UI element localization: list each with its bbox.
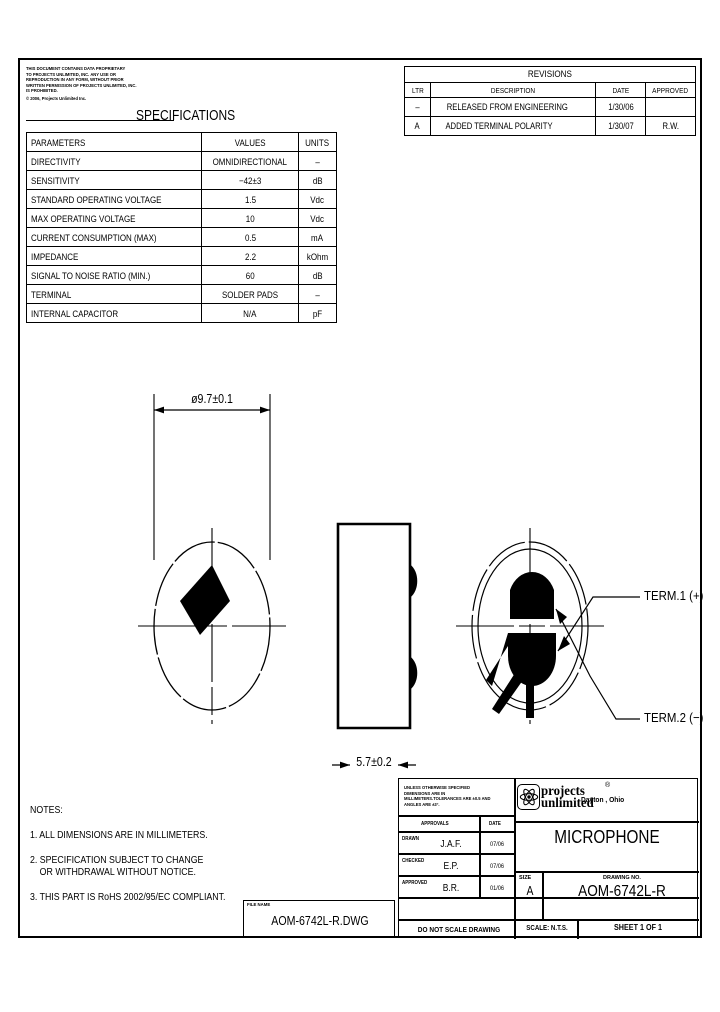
header-date: DATE — [596, 83, 646, 98]
table-row — [27, 190, 337, 209]
table-row — [405, 98, 696, 117]
file-name-value: AOM-6742L-R.DWG — [271, 914, 369, 928]
spec-value: 10 — [202, 209, 299, 228]
tb-divider — [399, 875, 514, 877]
header-values: VALUES — [202, 133, 299, 152]
spec-value: SOLDER PADS — [202, 285, 299, 304]
tolerance-line: DIMENSIONS ARE IN — [404, 790, 446, 796]
header-parameters: PARAMETERS — [27, 133, 202, 152]
tb-divider — [479, 815, 481, 897]
header-approved: APPROVED — [646, 83, 696, 98]
side-view-outline — [338, 524, 410, 728]
spec-units: pF — [298, 304, 336, 323]
table-row — [27, 285, 337, 304]
terminal-1-pad — [510, 572, 554, 619]
rev-ltr: – — [405, 98, 431, 117]
spec-parameter: SIGNAL TO NOISE RATIO (MIN.) — [27, 266, 202, 285]
spec-value: 60 — [202, 266, 299, 285]
approvals-column-label: APPROVALS — [421, 821, 449, 827]
approval-date-checked: 07/06 — [489, 863, 505, 870]
approval-initials-checked: E.P. — [443, 861, 459, 872]
notice-line: THIS DOCUMENT CONTAINS DATA PROPRIETARY — [26, 66, 126, 71]
spec-parameter: CURRENT CONSUMPTION (MAX) — [27, 228, 202, 247]
tb-divider — [399, 831, 514, 833]
rev-date: 1/30/07 — [596, 117, 646, 136]
registered-trademark-icon: ® — [605, 782, 611, 789]
specifications-heading: SPECIFICATIONS — [136, 107, 236, 124]
drawing-sheet-frame — [18, 58, 702, 938]
tb-divider — [514, 821, 699, 823]
notice-line: TO PROJECTS UNLIMITED, INC. ANY USE OR — [26, 71, 116, 77]
table-row — [405, 117, 696, 136]
rev-date: 1/30/06 — [596, 98, 646, 117]
table-row — [27, 209, 337, 228]
table-row — [27, 228, 337, 247]
spec-value: N/A — [202, 304, 299, 323]
revisions-table — [404, 66, 696, 136]
spec-units: Vdc — [298, 190, 336, 209]
solder-pad-profile — [410, 657, 417, 689]
spec-units: Vdc — [298, 209, 336, 228]
spec-value: −42±3 — [202, 171, 299, 190]
terminal-2-leg — [492, 673, 523, 714]
terminal-2-leader — [556, 609, 640, 719]
sound-port-shape — [180, 565, 230, 635]
atom-logo-icon — [517, 784, 540, 810]
table-row — [27, 171, 337, 190]
company-name-line2: unlimited — [541, 795, 594, 810]
notes-block — [30, 805, 252, 904]
leader-arrow — [558, 636, 570, 651]
tb-divider — [399, 919, 699, 921]
rev-description: RELEASED FROM ENGINEERING — [430, 98, 596, 117]
approvals-date-label: DATE — [489, 821, 501, 827]
rev-description: ADDED TERMINAL POLARITY — [430, 117, 596, 136]
proprietary-notice — [26, 66, 236, 102]
scale-value: SCALE: N.T.S. — [526, 925, 568, 932]
spec-value: 2.2 — [202, 247, 299, 266]
terminal-2-leg — [526, 668, 534, 718]
diameter-dimension-text: ø9.7±0.1 — [191, 392, 233, 406]
terminal-1-leader — [558, 597, 640, 651]
specifications-table — [26, 132, 337, 323]
spec-parameter: INTERNAL CAPACITOR — [27, 304, 202, 323]
tb-divider — [514, 779, 516, 939]
spec-units: – — [298, 285, 336, 304]
spec-parameter: IMPEDANCE — [27, 247, 202, 266]
note-item: 3. THIS PART IS RoHS 2002/95/EC COMPLIANT. — [30, 892, 226, 903]
terminal-1-label: TERM.1 (+) — [644, 588, 704, 603]
spec-parameter: STANDARD OPERATING VOLTAGE — [27, 190, 202, 209]
approval-initials-drawn: J.A.F. — [440, 839, 462, 850]
spec-parameter: SENSITIVITY — [27, 171, 202, 190]
header-ltr: LTR — [405, 83, 431, 98]
terminal-2-pad — [508, 633, 556, 686]
page-title: MICROPHONE — [554, 827, 660, 847]
table-header-row — [27, 133, 337, 152]
approval-date-approved: 01/06 — [489, 885, 505, 892]
size-value: A — [526, 883, 534, 898]
table-row — [27, 304, 337, 323]
table-row — [27, 247, 337, 266]
notice-line: WRITTEN PERMISSION OF PROJECTS UNLIMITED, INC. — [26, 82, 137, 88]
approval-role-approved: APPROVED — [402, 880, 428, 886]
company-name-line1: projects — [541, 783, 585, 798]
tb-divider — [577, 919, 579, 939]
revisions-title-row — [405, 67, 696, 83]
note-item: 1. ALL DIMENSIONS ARE IN MILLIMETERS. — [30, 830, 208, 841]
tolerance-line: MILLIMETERS.TOLERANCES ARE ±0.5 AND — [404, 796, 491, 802]
tb-divider — [399, 853, 514, 855]
rev-approved: R.W. — [646, 117, 696, 136]
note-item: 2. SPECIFICATION SUBJECT TO CHANGE — [30, 855, 204, 866]
sheet-number: SHEET 1 OF 1 — [613, 923, 663, 932]
notice-copyright: © 2006, Projects Unlimited Inc. — [26, 95, 87, 101]
spec-units: kOhm — [298, 247, 336, 266]
company-city: Dayton , Ohio — [581, 795, 625, 804]
header-units: UNITS — [298, 133, 336, 152]
size-label: SIZE — [519, 875, 532, 881]
approval-initials-approved: B.R. — [442, 883, 460, 894]
spec-value: 1.5 — [202, 190, 299, 209]
rev-approved — [646, 98, 696, 117]
tolerance-line: UNLESS OTHERWISE SPECIFIED — [404, 785, 470, 790]
approval-role-checked: CHECKED — [402, 858, 425, 864]
rear-view-outer-outline — [472, 542, 588, 710]
spec-units: mA — [298, 228, 336, 247]
notes-heading: NOTES: — [30, 805, 63, 816]
header-description: DESCRIPTION — [430, 83, 596, 98]
spec-value: OMNIDIRECTIONAL — [202, 152, 299, 171]
tb-divider — [399, 815, 514, 817]
solder-pad-profile — [410, 565, 417, 597]
spec-units: – — [298, 152, 336, 171]
table-row — [27, 266, 337, 285]
spec-value: 0.5 — [202, 228, 299, 247]
tb-divider — [542, 871, 544, 919]
do-not-scale-note: DO NOT SCALE DRAWING — [417, 925, 501, 934]
spec-parameter: MAX OPERATING VOLTAGE — [27, 209, 202, 228]
thickness-dimension-text: 5.7±0.2 — [356, 755, 392, 769]
notice-line: IS PROHIBITED. — [26, 88, 58, 94]
dimension-arrow — [154, 407, 164, 414]
terminal-2-label: TERM.2 (−) — [644, 710, 704, 725]
file-name-label: FILE NAME — [247, 903, 271, 908]
front-view-outline — [154, 542, 270, 710]
drawing-number-label: DRAWING NO. — [603, 875, 641, 881]
revisions-header-row — [405, 83, 696, 98]
table-row — [27, 152, 337, 171]
rear-view-inner-outline — [478, 549, 582, 703]
rev-ltr: A — [405, 117, 431, 136]
spec-units: dB — [298, 266, 336, 285]
spec-parameter: DIRECTIVITY — [27, 152, 202, 171]
spec-parameter: TERMINAL — [27, 285, 202, 304]
tolerance-line: ANGLES ARE ±3°. — [404, 801, 440, 807]
spec-units: dB — [298, 171, 336, 190]
terminal-2-leg — [486, 633, 508, 686]
tolerance-note — [404, 785, 514, 807]
dimension-arrow — [260, 407, 270, 414]
leader-arrow — [556, 609, 567, 624]
revisions-heading: REVISIONS — [405, 67, 696, 83]
approval-date-drawn: 07/06 — [489, 841, 505, 848]
file-name-box — [243, 900, 395, 938]
notice-line: REPRODUCTION IN ANY FORM, WITHOUT PRIOR — [26, 77, 124, 83]
approval-role-drawn: DRAWN — [402, 836, 420, 842]
title-block — [398, 778, 698, 938]
drawing-number-value: AOM-6742L-R — [578, 883, 666, 900]
note-item-continued: OR WITHDRAWAL WITHOUT NOTICE. — [39, 867, 196, 878]
